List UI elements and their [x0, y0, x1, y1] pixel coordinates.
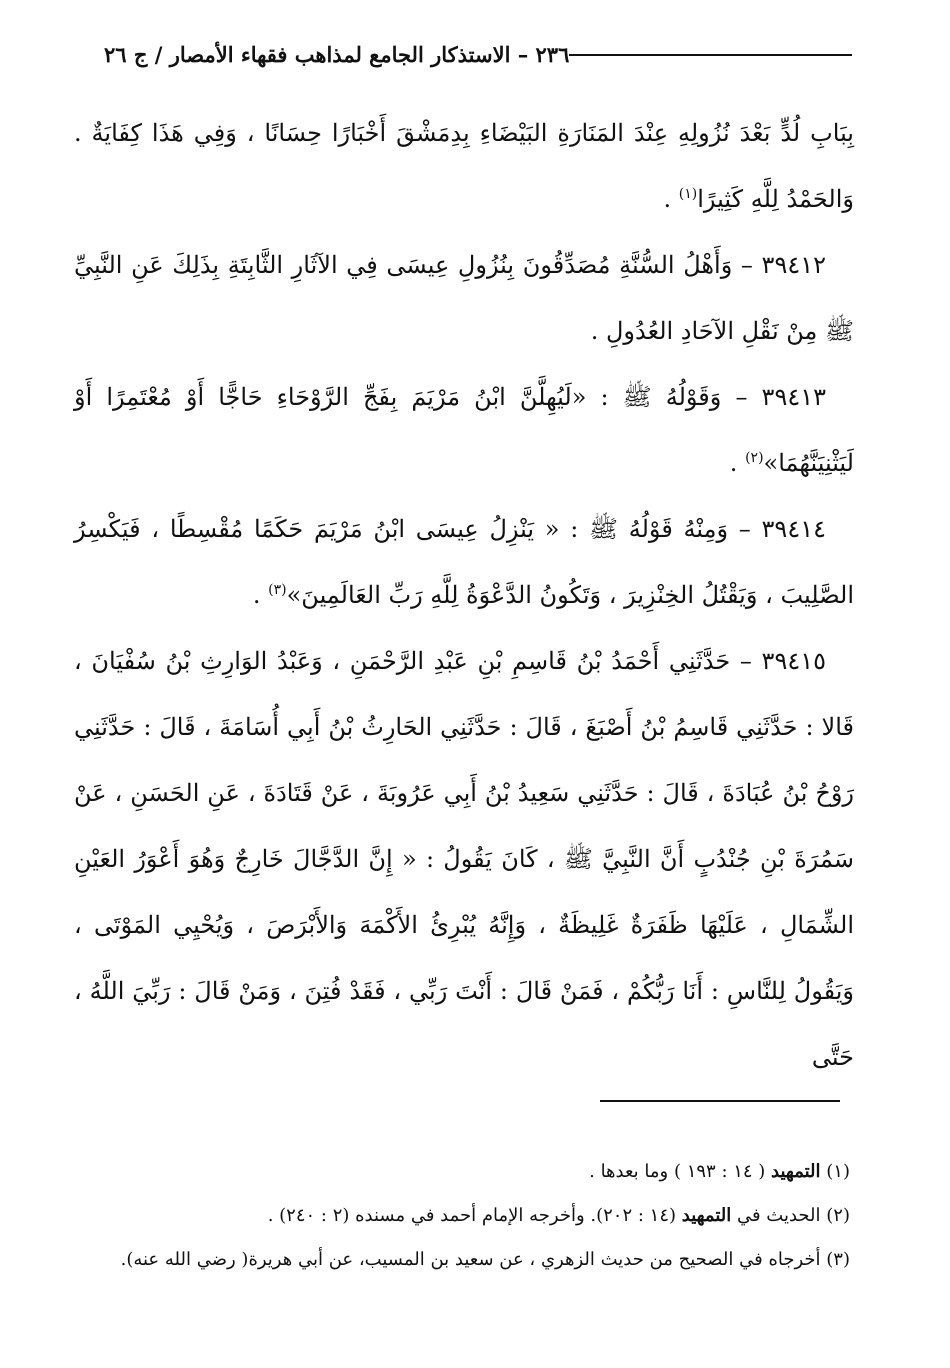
footnote-rest: ( ١٤ : ١٩٣ ) وما بعدها .: [589, 1161, 772, 1182]
footnotes: [80, 1150, 850, 1282]
footnote-separator: [600, 1100, 840, 1102]
paragraph-39413: ٣٩٤١٣ – وَقَوْلُهُ ﷺ : «لَيُهِلَّنَّ ابْنُ مَرْيَمَ بِفَجِّ الرَّوْحَاءِ حَاجًّا أَوْ مُعْتَمِرًا أَوْ لَيَثْنِيَنَّهُمَا»$^{(٢)}$ .: [74, 383, 854, 477]
paragraph-tail: .: [663, 185, 679, 213]
paragraph-39415: ٣٩٤١٥ – حَدَّثَنِي أَحْمَدُ بْنُ قَاسِمِ بْنِ عَبْدِ الرَّحْمَنِ ، وَعَبْدُ الوَارِثِ بْنُ سُفْيَانَ ، قَالا : حَدَّثَنِي قَاسِمُ بْنُ أَصْبَغَ ، قَالَ : حَدَّثَنِي الحَارِثُ بْنُ أَبِي أُسَامَةَ ، قَالَ : حَدَّثَنِي رَوْحُ بْنُ عُبَادَةَ ، قَالَ : حَدَّثَنِي سَعِيدُ بْنُ أَبِي عَرُوبَةَ ، عَنْ قَتَادَةَ ، عَنِ الحَسَنِ ، عَنْ سَمُرَةَ بْنِ جُنْدُبٍ أَنَّ النَّبِيَّ ﷺ ، كَانَ يَقُولُ : « إِنَّ الدَّجَّالَ خَارِجٌ وَهُوَ أَعْوَرُ العَيْنِ الشِّمَالِ ، عَلَيْهَا ظَفَرَةٌ غَلِيظَةٌ ، وَإِنَّهُ يُبْرِئُ الأَكْمَهَ وَالأَبْرَصَ ، وَيُحْيِي المَوْتَى ، وَيَقُولُ لِلنَّاسِ : أَنَا رَبُّكُمْ ، فَمَنْ قَالَ : أَنْتَ رَبِّي ، فَقَدْ فُتِنَ ، وَمَنْ قَالَ : رَبِّيَ اللَّهُ ، حَتَّى: [74, 647, 854, 1071]
footnote-2: [80, 1194, 850, 1238]
paragraph-number: ٣٩٤١٥: [761, 647, 826, 675]
footnote-3: [80, 1238, 850, 1282]
footnote-prefix: (٢) الحديث في: [731, 1205, 850, 1226]
paragraph-number: ٣٩٤١٣: [761, 383, 826, 411]
footnote-ref-1: (١): [678, 186, 698, 202]
footnote-ref-2: (٢): [745, 450, 764, 466]
paragraph-text: وَقَوْلُهُ ﷺ : «لَيُهِلَّنَّ ابْنُ مَرْيَمَ بِفَجِّ الرَّوْحَاءِ حَاجًّا أَوْ مُعْتَمِرًا أَوْ لَيَثْنِيَنَّهُمَا»: [74, 383, 854, 477]
footnote-1: [80, 1150, 850, 1194]
paragraph-tail: .: [252, 581, 269, 609]
footnote-source-title: التمهيد: [771, 1161, 821, 1182]
paragraph-tail: .: [729, 449, 746, 477]
footnote-ref-3: (٣): [268, 582, 287, 598]
running-header-text: ٢٣٦ – الاستذكار الجامع لمذاهب فقهاء الأمصار / ج ٢٦: [104, 41, 570, 67]
paragraph-number: ٣٩٤١٤: [761, 515, 826, 543]
header-rule: [569, 54, 852, 56]
footnote-prefix: (٣) أخرجاه في الصحيح من حديث الزهري ، عن سعيد بن المسيب، عن أبي هريرة( رضي الله عنه).: [120, 1249, 850, 1270]
paragraph-text: وَمِنْهُ قَوْلُهُ ﷺ : « يَنْزِلُ عِيسَى ابْنُ مَرْيَمَ حَكَمًا مُقْسِطًا ، فَيَكْسِرُ الصَّلِيبَ ، وَيَقْتُلُ الخِنْزِيرَ ، وَتَكُونُ الدَّعْوَةُ لِلَّهِ رَبِّ العَالَمِينَ»: [74, 515, 854, 609]
paragraph-text: وَأَهْلُ السُّنَّةِ مُصَدِّقُونَ بِنُزُولِ عِيسَى فِي الآثَارِ الثَّابِتَةِ بِذَلِكَ عَنِ النَّبِيِّ ﷺ مِنْ نَقْلِ الآحَادِ العُدُولِ .: [74, 251, 854, 345]
main-text: [74, 100, 854, 1090]
paragraph-text: حَدَّثَنِي أَحْمَدُ بْنُ قَاسِمِ بْنِ عَبْدِ الرَّحْمَنِ ، وَعَبْدُ الوَارِثِ بْنُ سُفْيَانَ ، قَالا : حَدَّثَنِي قَاسِمُ بْنُ أَصْبَغَ ، قَالَ : حَدَّثَنِي الحَارِثُ بْنُ أَبِي أُسَامَةَ ، قَالَ : حَدَّثَنِي رَوْحُ بْنُ عُبَادَةَ ، قَالَ : حَدَّثَنِي سَعِيدُ بْنُ أَبِي عَرُوبَةَ ، عَنْ قَتَادَةَ ، عَنِ الحَسَنِ ، عَنْ سَمُرَةَ بْنِ جُنْدُبٍ أَنَّ النَّبِيَّ ﷺ ، كَانَ يَقُولُ : « إِنَّ الدَّجَّالَ خَارِجٌ وَهُوَ أَعْوَرُ العَيْنِ الشِّمَالِ ، عَلَيْهَا ظَفَرَةٌ غَلِيظَةٌ ، وَإِنَّهُ يُبْرِئُ الأَكْمَهَ وَالأَبْرَصَ ، وَيُحْيِي المَوْتَى ، وَيَقُولُ لِلنَّاسِ : أَنَا رَبُّكُمْ ، فَمَنْ قَالَ : أَنْتَ رَبِّي ، فَقَدْ فُتِنَ ، وَمَنْ قَالَ : رَبِّيَ اللَّهُ ، حَتَّى: [74, 647, 854, 1071]
paragraph-39412: ٣٩٤١٢ – وَأَهْلُ السُّنَّةِ مُصَدِّقُونَ بِنُزُولِ عِيسَى فِي الآثَارِ الثَّابِتَةِ بِذَلِكَ عَنِ النَّبِيِّ ﷺ مِنْ نَقْلِ الآحَادِ العُدُولِ .: [74, 251, 854, 345]
footnote-source-title: التمهيد: [681, 1205, 732, 1226]
paragraph-39414: ٣٩٤١٤ – وَمِنْهُ قَوْلُهُ ﷺ : « يَنْزِلُ عِيسَى ابْنُ مَرْيَمَ حَكَمًا مُقْسِطًا ، فَيَكْسِرُ الصَّلِيبَ ، وَيَقْتُلُ الخِنْزِيرَ ، وَتَكُونُ الدَّعْوَةُ لِلَّهِ رَبِّ العَالَمِينَ»$^{(٣)}$ .: [74, 515, 854, 609]
paragraph-number: ٣٩٤١٢: [761, 251, 826, 279]
paragraph-continuation: [74, 100, 854, 232]
footnote-rest: (١٤ : ٢٠٢). وأخرجه الإمام أحمد في مسنده (٢ : ٢٤٠) .: [267, 1205, 682, 1226]
running-header: [92, 38, 852, 70]
footnote-prefix: (١): [820, 1161, 850, 1182]
paragraph-text: بِبَابِ لُدٍّ بَعْدَ نُزُولِهِ عِنْدَ المَنَارَةِ البَيْضَاءِ بِدِمَشْقَ أَخْبَارًا حِسَانًا ، وَفِي هَذَا كِفَايَةٌ . وَالحَمْدُ لِلَّهِ كَثِيرًا: [74, 119, 854, 213]
